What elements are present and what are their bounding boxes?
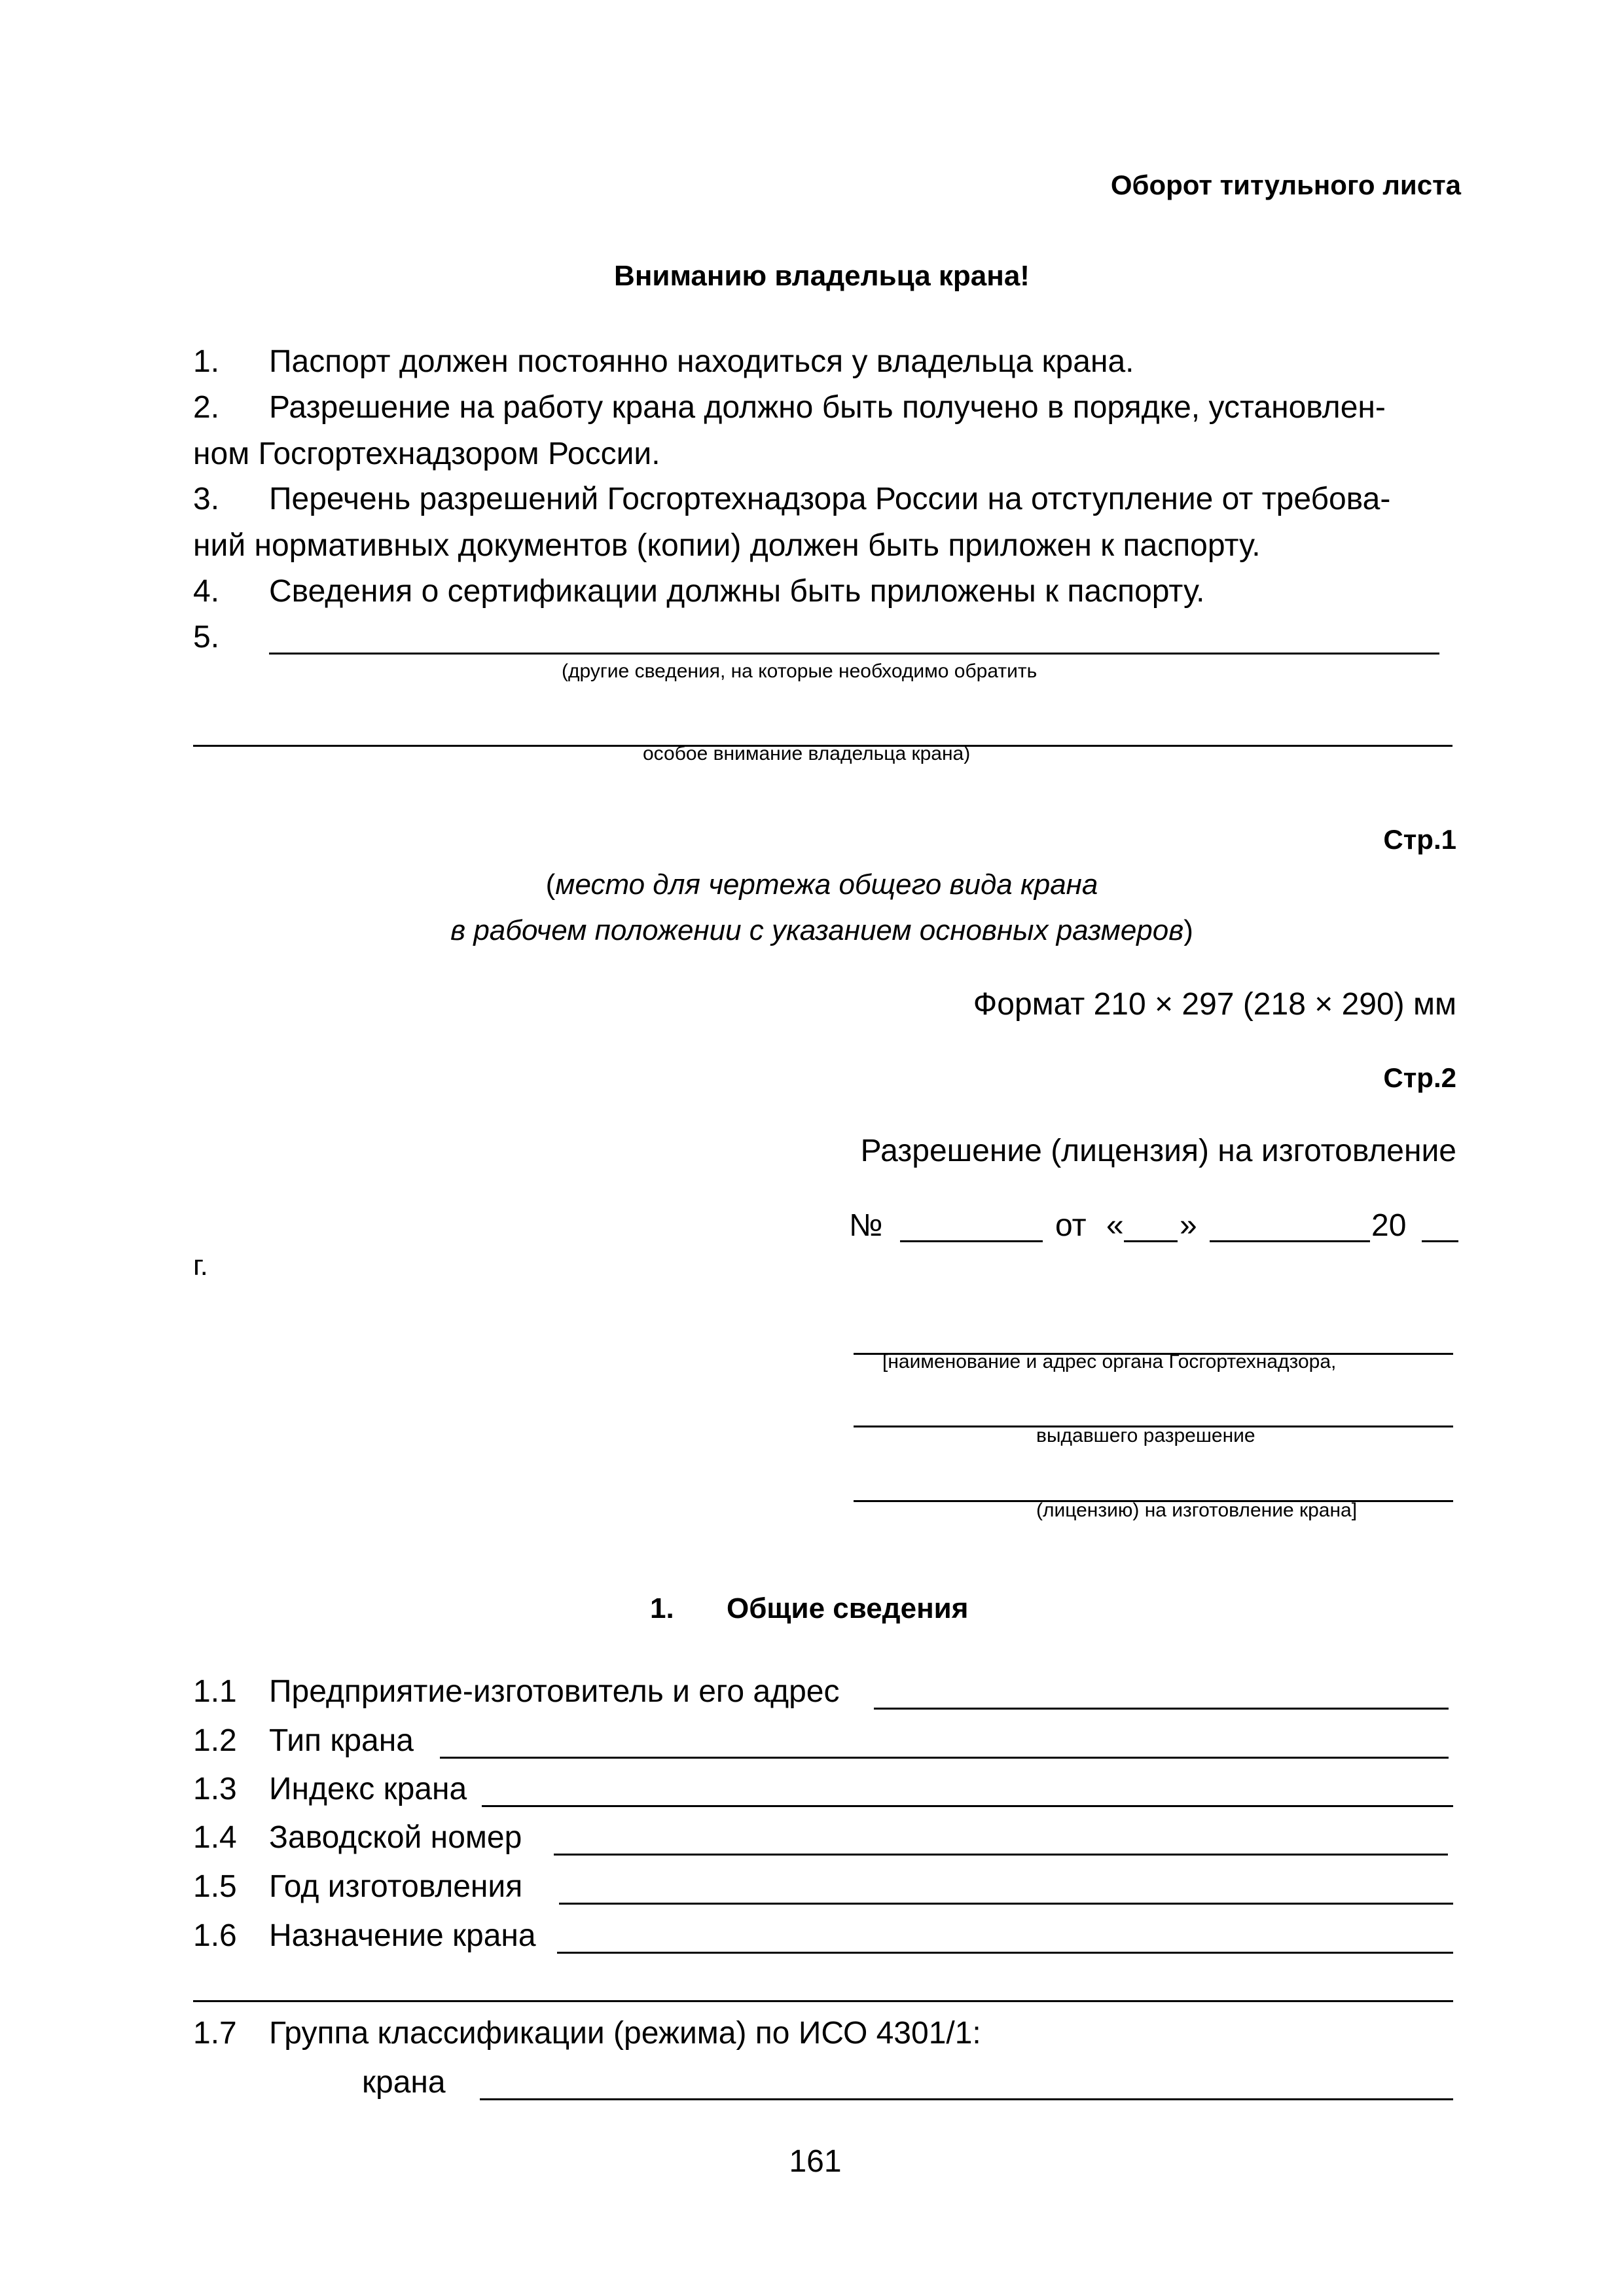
permit-from-label: от	[1055, 1208, 1087, 1243]
crane-group-field[interactable]	[480, 2098, 1453, 2100]
permit-day-field[interactable]	[1124, 1240, 1178, 1242]
item-1-2-label: Тип крана	[269, 1723, 414, 1758]
permit-quote-close: »	[1180, 1208, 1197, 1243]
item-1-1-number: 1.1	[193, 1674, 237, 1709]
item-1-7-label: Группа классификации (режима) по ИСО 4301/1:	[269, 2016, 981, 2051]
issuer-caption-1: [наименование и адрес органа Госгортехнадзора,	[882, 1351, 1337, 1372]
page-format: Формат 210 × 297 (218 × 290) мм	[973, 987, 1456, 1022]
item-1-4-label: Заводской номер	[269, 1820, 522, 1855]
page-2-label: Стр.2	[1383, 1062, 1456, 1093]
issuer-caption-3: (лицензию) на изготовление крана]	[1036, 1499, 1358, 1521]
crane-purpose-field[interactable]	[557, 1952, 1453, 1954]
note-3-text: Перечень разрешений Госгортехнадзора России на отступление от требова-	[269, 482, 1391, 516]
note-2-text: Разрешение на работу крана должно быть получено в порядке, установлен-	[269, 390, 1386, 425]
section-1-number: 1.	[650, 1592, 674, 1624]
permit-month-field[interactable]	[1210, 1240, 1370, 1242]
item-1-6-label: Назначение крана	[269, 1918, 536, 1953]
note-2-continuation: ном Госгортехнадзором России.	[193, 437, 660, 471]
page-1-label: Стр.1	[1383, 824, 1456, 855]
note-5-caption-2: особое внимание владельца крана)	[643, 743, 971, 764]
reverse-title: Оборот титульного листа	[1110, 170, 1461, 200]
note-1-text: Паспорт должен постоянно находиться у владельца крана.	[269, 344, 1134, 379]
attention-title: Вниманию владельца крана!	[614, 260, 1030, 292]
item-1-5-label: Год изготовления	[269, 1869, 523, 1904]
drawing-placeholder-line-2: в рабочем положении с указанием основных размеров)	[450, 914, 1193, 946]
permit-number-sign: №	[849, 1208, 883, 1243]
crane-index-field[interactable]	[482, 1805, 1453, 1807]
item-1-3-label: Индекс крана	[269, 1772, 467, 1806]
item-1-1-label: Предприятие-изготовитель и его адрес	[269, 1674, 840, 1709]
note-4-text: Сведения о сертификации должны быть приложены к паспорту.	[269, 574, 1205, 609]
note-5-caption-1: (другие сведения, на которые необходимо обратить	[562, 660, 1038, 682]
issuer-caption-2: выдавшего разрешение	[1036, 1425, 1255, 1446]
crane-type-field[interactable]	[440, 1757, 1449, 1759]
item-1-7-number: 1.7	[193, 2016, 237, 2051]
manufacture-year-field[interactable]	[559, 1903, 1453, 1905]
item-1-6-number: 1.6	[193, 1918, 237, 1953]
permit-year-field[interactable]	[1422, 1240, 1458, 1242]
section-1-title: Общие сведения	[727, 1592, 969, 1624]
manufacturer-field[interactable]	[874, 1708, 1449, 1710]
permit-title: Разрешение (лицензия) на изготовление	[860, 1134, 1456, 1168]
page-number: 161	[789, 2144, 842, 2179]
item-1-3-number: 1.3	[193, 1772, 237, 1806]
note-3-number: 3.	[193, 482, 220, 516]
note-5-number: 5.	[193, 620, 220, 655]
permit-year-prefix: 20	[1371, 1208, 1407, 1243]
crane-purpose-field-2[interactable]	[193, 2000, 1453, 2002]
note-5-fill-line[interactable]	[269, 653, 1439, 655]
note-1-number: 1.	[193, 344, 220, 379]
serial-number-field[interactable]	[554, 1854, 1448, 1856]
permit-year-suffix: г.	[193, 1249, 208, 1282]
note-4-number: 4.	[193, 574, 220, 609]
item-1-4-number: 1.4	[193, 1820, 237, 1855]
item-1-2-number: 1.2	[193, 1723, 237, 1758]
permit-quote-open: «	[1106, 1208, 1124, 1243]
note-3-continuation: ний нормативных документов (копии) должен быть приложен к паспорту.	[193, 528, 1261, 563]
note-2-number: 2.	[193, 390, 220, 425]
permit-number-field[interactable]	[900, 1240, 1043, 1242]
crane-group-label: крана	[362, 2065, 446, 2100]
item-1-5-number: 1.5	[193, 1869, 237, 1904]
drawing-placeholder-line-1: (место для чертежа общего вида крана	[545, 869, 1098, 901]
